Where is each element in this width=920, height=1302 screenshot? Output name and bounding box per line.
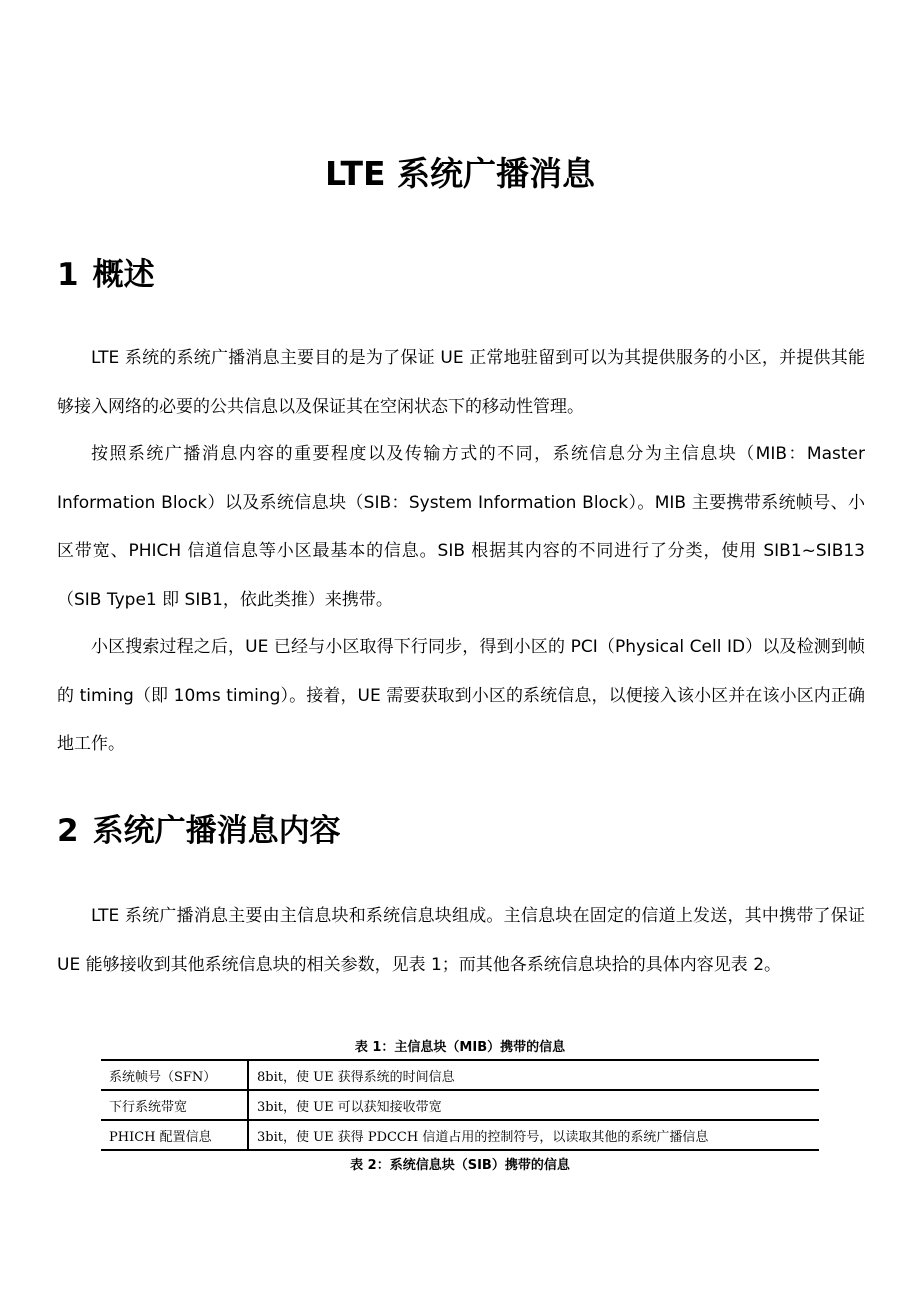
table-cell-description: 8bit，使 UE 获得系统的时间信息 xyxy=(248,1060,819,1090)
table1-caption: 表 1：主信息块（MIB）携带的信息 xyxy=(354,1040,566,1055)
table-row xyxy=(101,1090,819,1120)
paragraph: LTE 系统广播消息主要由主信息块和系统信息块组成。主信息块在固定的信道上发送，其中携带了保证 UE 能够接收到其他系统信息块的相关参数，见表 1；而其他各系统信息块拾的具体内容见表 2。 xyxy=(57,906,865,975)
document-title: LTE 系统广播消息 xyxy=(324,154,596,193)
section-number: 1 xyxy=(57,257,79,293)
table-row xyxy=(101,1060,819,1090)
table-cell-field: 下行系统带宽 xyxy=(101,1090,248,1120)
table-row xyxy=(101,1120,819,1150)
table-cell-field: 系统帧号（SFN） xyxy=(101,1060,248,1090)
table-cell-field: PHICH 配置信息 xyxy=(101,1120,248,1150)
paragraph: 小区搜索过程之后，UE 已经与小区取得下行同步，得到小区的 PCI（Physical Cell ID）以及检测到帧的 timing（即 10ms timing）。接着，UE 需要获取到小区的系统信息，以便接入该小区并在该小区内正确地工作。 xyxy=(57,637,865,754)
paragraph: 按照系统广播消息内容的重要程度以及传输方式的不同，系统信息分为主信息块（MIB：Master Information Block）以及系统信息块（SIB：System Information Block）。MIB 主要携带系统帧号、小区带宽、PHICH 信道信息等小区最基本的信息。SIB 根据其内容的不同进行了分类，使用 SIB1~SIB13（SIB Type1 即 SIB1，依此类推）来携带。 xyxy=(57,444,865,610)
table-cell-description: 3bit，使 UE 获得 PDCCH 信道占用的控制符号，以读取其他的系统广播信息 xyxy=(248,1120,819,1150)
section-number: 2 xyxy=(57,813,79,849)
section-title: 概述 xyxy=(92,257,155,293)
table-cell-description: 3bit，使 UE 可以获知接收带宽 xyxy=(248,1090,819,1120)
section-title: 系统广播消息内容 xyxy=(92,813,341,849)
mib-table xyxy=(101,1059,819,1151)
section-heading-content xyxy=(57,810,341,852)
paragraph: LTE 系统的系统广播消息主要目的是为了保证 UE 正常地驻留到可以为其提供服务的小区，并提供其能够接入网络的必要的公共信息以及保证其在空闲状态下的移动性管理。 xyxy=(57,348,865,417)
section-heading-overview xyxy=(57,254,155,296)
table2-caption: 表 2：系统信息块（SIB）携带的信息 xyxy=(350,1158,570,1173)
